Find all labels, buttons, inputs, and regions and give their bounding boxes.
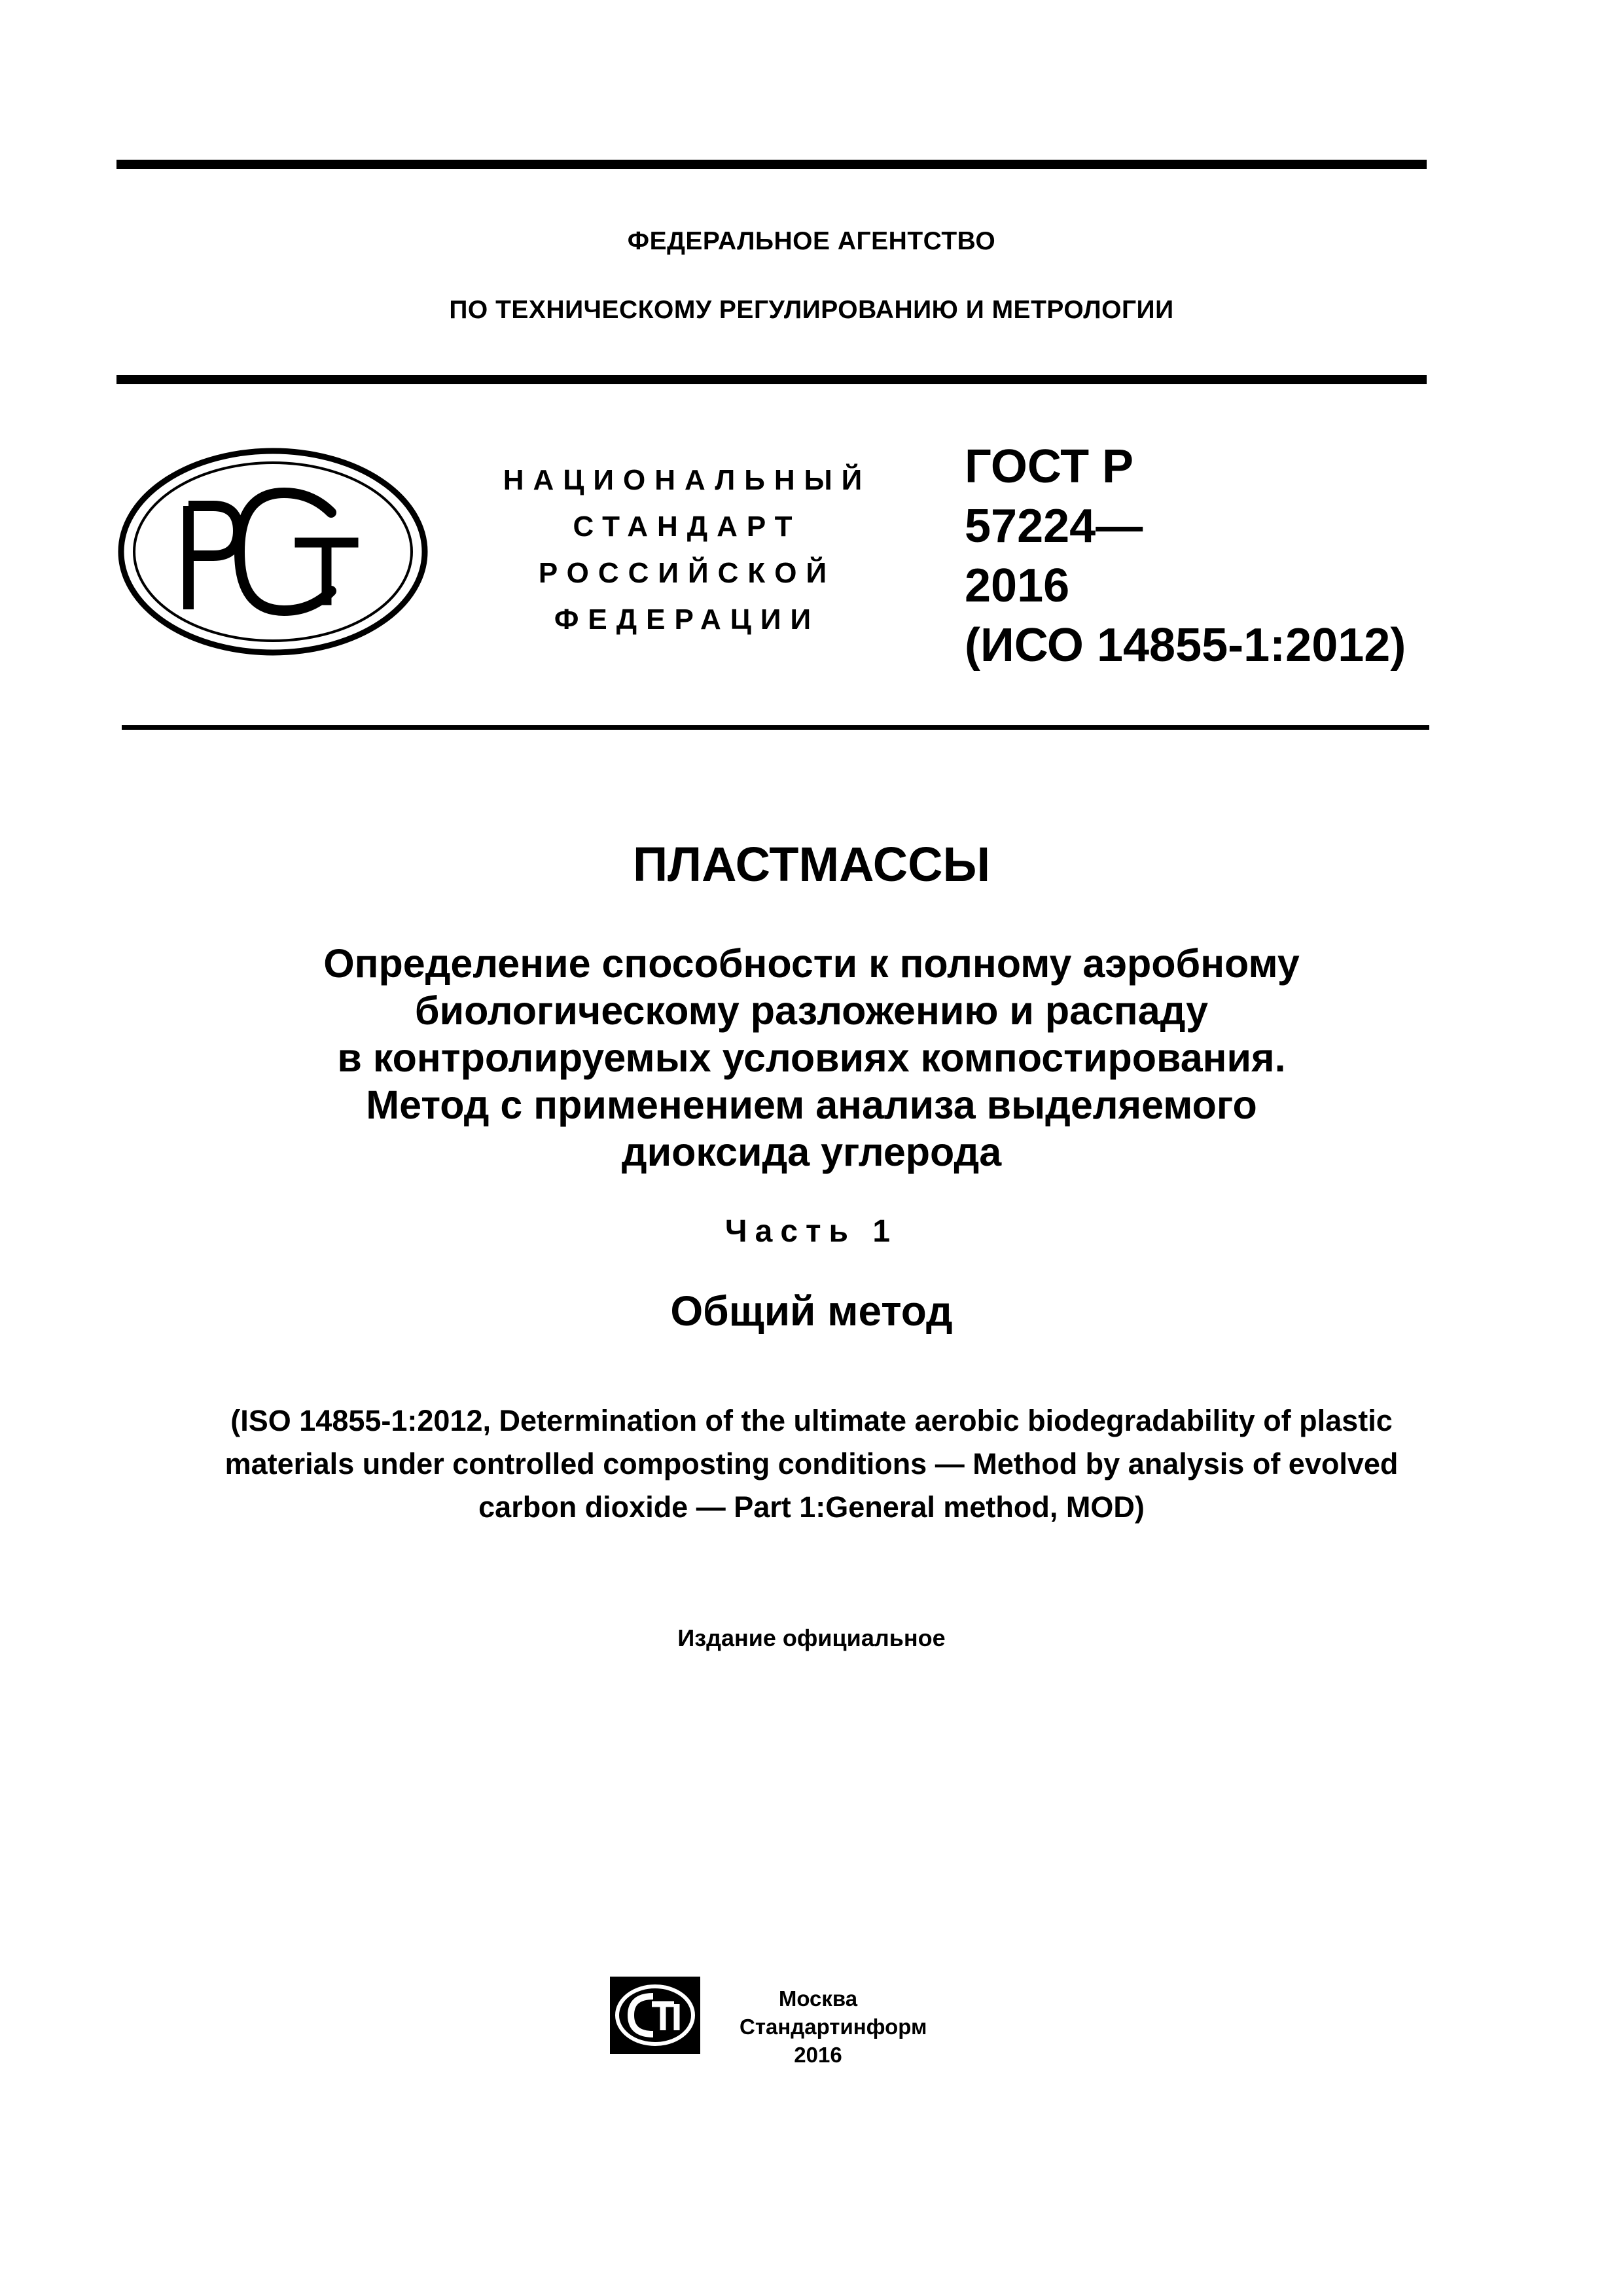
designation-line: (ИСО 14855-1:2012) <box>965 619 1406 672</box>
document-subtitle <box>0 940 1623 1175</box>
part-name: Общий метод <box>670 1287 953 1335</box>
designation-line: ГОСТ Р <box>965 440 1134 493</box>
subtitle-line: в контролируемых условиях компостирования. <box>337 1035 1286 1080</box>
standard-designation <box>965 437 1406 675</box>
standartinform-logo-icon <box>609 1975 702 2055</box>
english-title-line: (ISO 14855-1:2012, Determination of the ultimate aerobic biodegradability of plastic <box>230 1404 1393 1437</box>
edition-note: Издание официальное <box>677 1624 946 1651</box>
national-standard-label <box>458 457 916 643</box>
subtitle-line: Определение способности к полному аэробному <box>323 941 1300 986</box>
part-label: Часть 1 <box>724 1214 899 1249</box>
designation-line: 57224— <box>965 500 1143 552</box>
agency-name-line-2: ПО ТЕХНИЧЕСКОМУ РЕГУЛИРОВАНИЮ И МЕТРОЛОГИИ <box>449 296 1174 324</box>
national-standard-line: ФЕДЕРАЦИИ <box>554 603 821 636</box>
english-title-line: materials under controlled composting conditions — Method by analysis of evolved <box>224 1447 1399 1480</box>
header-divider <box>116 375 1427 384</box>
national-standard-line: СТАНДАРТ <box>573 511 802 543</box>
english-title-line: carbon dioxide — Part 1:General method, MOD) <box>478 1490 1145 1524</box>
top-divider <box>116 160 1427 169</box>
document-title: ПЛАСТМАССЫ <box>632 837 991 891</box>
english-title <box>79 1399 1544 1529</box>
subtitle-line: диоксида углерода <box>621 1130 1002 1174</box>
subtitle-line: Метод с применением анализа выделяемого <box>366 1083 1257 1127</box>
national-standard-line: РОССИЙСКОЙ <box>538 557 836 589</box>
publisher-year: 2016 <box>794 2043 842 2067</box>
publisher-imprint <box>740 1984 927 2069</box>
designation-line: 2016 <box>965 560 1070 612</box>
title-divider <box>122 725 1429 730</box>
subtitle-line: биологическому разложению и распаду <box>414 988 1209 1033</box>
agency-name-line-1: ФЕДЕРАЛЬНОЕ АГЕНТСТВО <box>627 227 996 255</box>
national-standard-line: НАЦИОНАЛЬНЫЙ <box>503 464 872 496</box>
gost-r-logo-icon <box>115 446 431 658</box>
publisher-city: Москва <box>778 1986 858 2011</box>
publisher-name: Стандартинформ <box>740 2015 927 2039</box>
